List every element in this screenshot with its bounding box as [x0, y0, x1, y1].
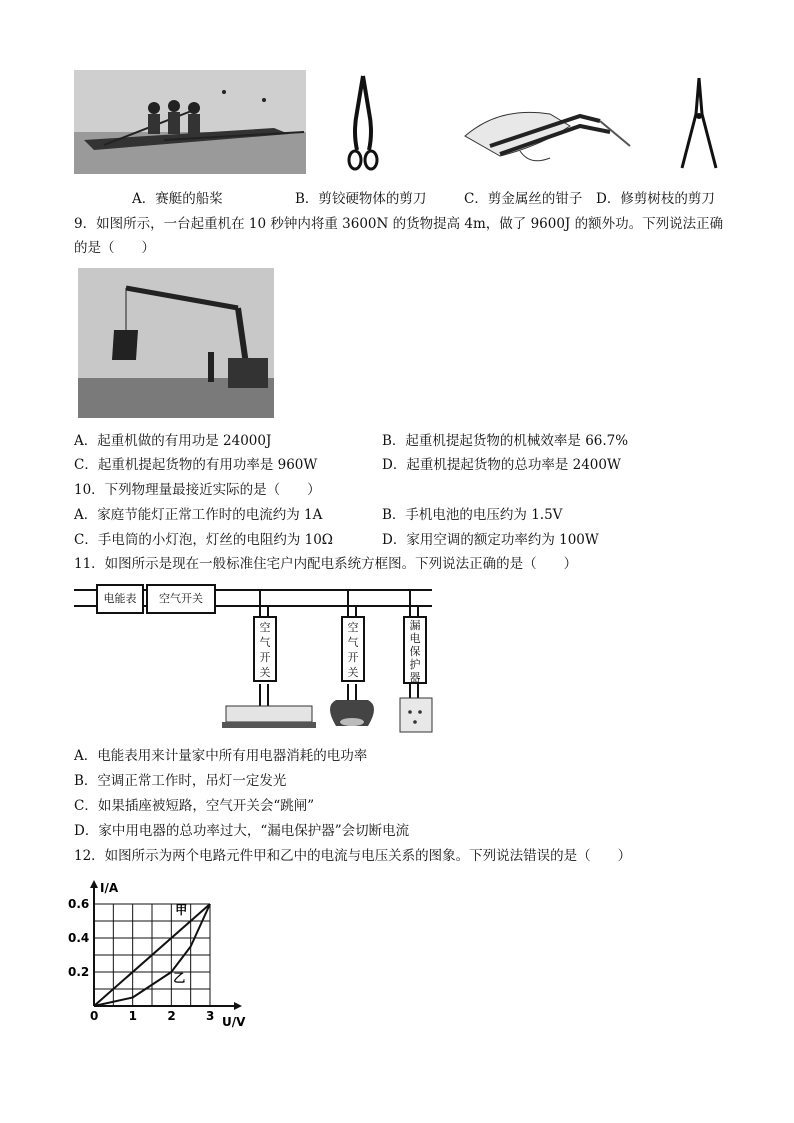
- rowing-boat-photo: [74, 70, 306, 174]
- q12-stem: 12．如图所示为两个电路元件甲和乙中的电流与电压关系的图象。下列说法错误的是（ ）: [74, 848, 632, 864]
- distribution-diagram: [74, 582, 444, 742]
- q11-option-d: D．家中用电器的总功率过大，“漏电保护器”会切断电流: [74, 823, 410, 839]
- y-tick-label: 0.6: [68, 897, 90, 911]
- q9-stem-line2: 的是（ ）: [74, 240, 155, 256]
- y-axis-arrow: [90, 880, 98, 888]
- q8-option-a: A．赛艇的船桨: [132, 191, 223, 207]
- q10-stem: 10．下列物理量最接近实际的是（ ）: [74, 482, 321, 498]
- branch3-leakage-box: 漏 电 保 护 器: [403, 616, 427, 684]
- q11-option-c: C．如果插座被短路，空气开关会“跳闸”: [74, 798, 315, 814]
- pliers-hand-photo: [460, 96, 632, 170]
- x-axis-label: U/V: [222, 1015, 246, 1029]
- q9-stem-line1: 9．如图所示，一台起重机在 10 秒钟内将重 3600N 的货物提高 4m，做了 9600J 的额外功。下列说法正确: [74, 216, 724, 232]
- socket-icon: [400, 698, 432, 732]
- pruning-shears-icon: [676, 74, 722, 172]
- y-tick-label: 0.2: [68, 965, 90, 979]
- q10-option-d: D．家用空调的额定功率约为 100W: [382, 532, 599, 548]
- ceiling-lamp-icon: [330, 700, 374, 726]
- q10-option-a: A．家庭节能灯正常工作时的电流约为 1A: [74, 507, 323, 523]
- q9-option-a: A．起重机做的有用功是 24000J: [74, 433, 272, 449]
- branch2-switch-box: 空 气 开 关: [341, 616, 365, 682]
- meter-box: 电能表: [96, 584, 144, 614]
- q11-stem: 11．如图所示是现在一般标准住宅户内配电系统方框图。下列说法正确的是（ ）: [74, 556, 578, 572]
- q9-option-c: C．起重机提起货物的有用功率是 960W: [74, 457, 318, 473]
- q8-option-c: C．剪金属丝的钳子: [464, 191, 583, 207]
- q11-option-b: B．空调正常工作时，吊灯一定发光: [74, 773, 287, 789]
- q10-option-b: B．手机电池的电压约为 1.5V: [382, 507, 563, 523]
- y-axis-label: I/A: [100, 881, 119, 895]
- q8-option-b: B．剪铰硬物体的剪刀: [295, 191, 427, 207]
- x-tick-label: 0: [90, 1009, 99, 1023]
- series-label-jia: 甲: [175, 903, 188, 918]
- series-label-yi: 乙: [173, 971, 186, 986]
- q10-option-c: C．手电筒的小灯泡，灯丝的电阻约为 10Ω: [74, 532, 333, 548]
- x-tick-label: 2: [167, 1009, 176, 1023]
- y-tick-label: 0.4: [68, 931, 90, 945]
- q9-option-b: B．起重机提起货物的机械效率是 66.7%: [382, 433, 629, 449]
- q8-option-d: D．修剪树枝的剪刀: [596, 191, 715, 207]
- q11-option-a: A．电能表用来计量家中所有用电器消耗的电功率: [74, 748, 368, 764]
- x-axis-arrow: [234, 1002, 242, 1010]
- crane-photo: [78, 268, 274, 418]
- scissors-heavy-icon: [343, 72, 383, 172]
- main-switch-box: 空气开关: [146, 584, 216, 614]
- x-tick-label: 3: [206, 1009, 215, 1023]
- iv-graph: [68, 874, 258, 1034]
- air-conditioner-icon: [222, 706, 316, 728]
- q9-option-d: D．起重机提起货物的总功率是 2400W: [382, 457, 621, 473]
- branch1-switch-box: 空 气 开 关: [253, 616, 277, 682]
- x-tick-label: 1: [128, 1009, 138, 1023]
